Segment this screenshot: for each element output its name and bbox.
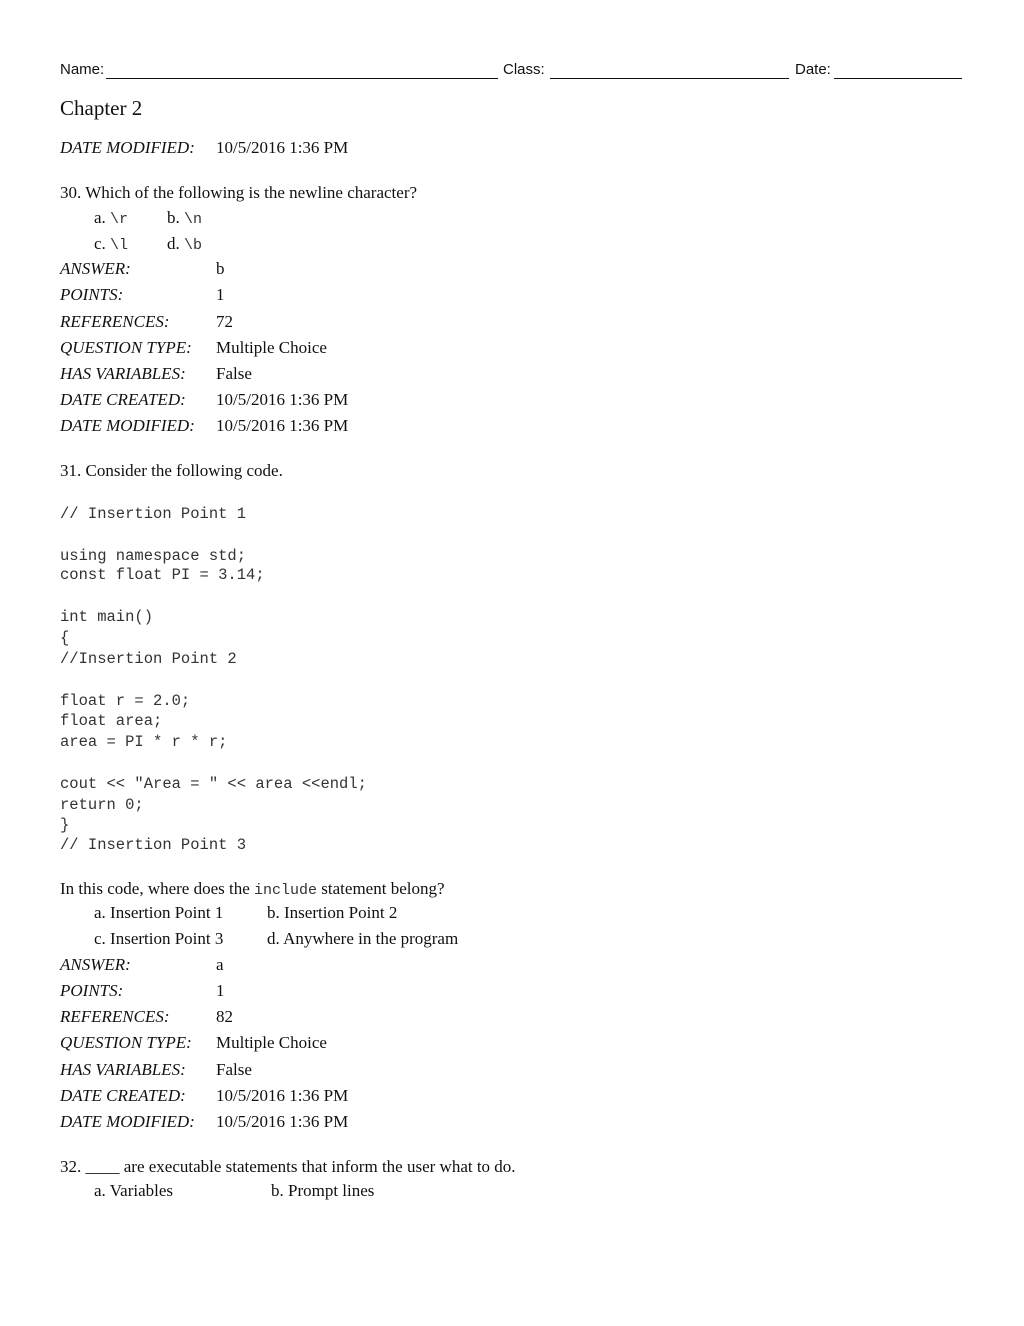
prompt-code: include bbox=[254, 882, 318, 899]
meta-value: Multiple Choice bbox=[216, 338, 327, 357]
meta-value: 10/5/2016 1:36 PM bbox=[216, 138, 349, 157]
option-code: \b bbox=[184, 237, 203, 254]
option-text: Variables bbox=[109, 1181, 174, 1200]
meta-label: POINTS: bbox=[60, 981, 124, 1000]
code-line: cout << "Area = " << area <<endl; bbox=[60, 775, 367, 793]
meta-value: 1 bbox=[216, 981, 225, 1000]
option-letter: b. bbox=[267, 903, 280, 922]
code-line: //Insertion Point 2 bbox=[60, 650, 237, 668]
option-letter: b. bbox=[167, 208, 180, 227]
code-line: return 0; bbox=[60, 796, 144, 814]
prompt-text: statement belong? bbox=[317, 879, 445, 898]
question-30-text: 30. Which of the following is the newline character? bbox=[60, 183, 418, 202]
name-label: Name: bbox=[60, 61, 105, 78]
name-field-line bbox=[106, 78, 498, 79]
option-code: \l bbox=[110, 237, 129, 254]
option-letter: d. bbox=[267, 929, 280, 948]
code-line: // Insertion Point 1 bbox=[60, 505, 247, 523]
meta-value: False bbox=[216, 364, 252, 383]
option-text: Insertion Point 2 bbox=[284, 903, 398, 922]
class-field-line bbox=[550, 78, 789, 79]
meta-value: 10/5/2016 1:36 PM bbox=[216, 1086, 349, 1105]
option-code: \r bbox=[110, 211, 129, 228]
code-line: } bbox=[60, 816, 70, 834]
option-text: Prompt lines bbox=[288, 1181, 375, 1200]
option-text: Insertion Point 3 bbox=[110, 929, 224, 948]
meta-value: False bbox=[216, 1060, 252, 1079]
q31-option-d bbox=[267, 929, 458, 949]
q31-option-b bbox=[267, 903, 397, 923]
meta-label: HAS VARIABLES: bbox=[60, 364, 186, 383]
chapter-title: Chapter 2 bbox=[60, 96, 143, 120]
date-field-line bbox=[834, 78, 962, 79]
q30-option-b bbox=[167, 208, 202, 228]
q32-option-a bbox=[94, 1181, 173, 1201]
meta-value: Multiple Choice bbox=[216, 1033, 327, 1052]
option-letter: c. bbox=[94, 234, 106, 253]
meta-value: 82 bbox=[216, 1007, 233, 1026]
option-letter: a. bbox=[94, 1181, 106, 1200]
code-line: const float PI = 3.14; bbox=[60, 566, 265, 584]
option-letter: d. bbox=[167, 234, 180, 253]
code-line: // Insertion Point 3 bbox=[60, 836, 247, 854]
meta-value: 10/5/2016 1:36 PM bbox=[216, 390, 349, 409]
prompt-text: In this code, where does the bbox=[60, 879, 255, 898]
code-line: float r = 2.0; bbox=[60, 692, 191, 710]
meta-label: ANSWER: bbox=[60, 955, 131, 974]
question-32-text: 32. ____ are executable statements that inform the user what to do. bbox=[60, 1157, 516, 1176]
code-line: area = PI * r * r; bbox=[60, 733, 228, 751]
meta-value: 10/5/2016 1:36 PM bbox=[216, 1112, 349, 1131]
meta-label: QUESTION TYPE: bbox=[60, 1033, 192, 1052]
meta-value: b bbox=[216, 259, 225, 278]
option-text: Anywhere in the program bbox=[283, 929, 459, 948]
option-text: Insertion Point 1 bbox=[110, 903, 224, 922]
meta-label: DATE CREATED: bbox=[60, 390, 186, 409]
option-letter: a. bbox=[94, 903, 106, 922]
date-label: Date: bbox=[795, 61, 831, 78]
meta-label: ANSWER: bbox=[60, 259, 131, 278]
class-label: Class: bbox=[503, 61, 545, 78]
meta-value: 1 bbox=[216, 285, 225, 304]
question-31-text: 31. Consider the following code. bbox=[60, 461, 283, 480]
meta-label: HAS VARIABLES: bbox=[60, 1060, 186, 1079]
meta-label: POINTS: bbox=[60, 285, 124, 304]
q31-option-a bbox=[94, 903, 223, 923]
question-31-prompt bbox=[60, 879, 445, 899]
meta-value: 10/5/2016 1:36 PM bbox=[216, 416, 349, 435]
code-line: using namespace std; bbox=[60, 547, 247, 565]
meta-label: REFERENCES: bbox=[60, 312, 170, 331]
meta-value: a bbox=[216, 955, 224, 974]
q32-option-b bbox=[271, 1181, 374, 1201]
option-letter: c. bbox=[94, 929, 106, 948]
q31-option-c bbox=[94, 929, 223, 949]
meta-value: 72 bbox=[216, 312, 233, 331]
option-letter: b. bbox=[271, 1181, 284, 1200]
meta-label: REFERENCES: bbox=[60, 1007, 170, 1026]
meta-label: DATE MODIFIED: bbox=[60, 138, 195, 157]
meta-label: QUESTION TYPE: bbox=[60, 338, 192, 357]
q30-option-c bbox=[94, 234, 128, 254]
meta-label: DATE MODIFIED: bbox=[60, 1112, 195, 1131]
meta-label: DATE MODIFIED: bbox=[60, 416, 195, 435]
meta-label: DATE CREATED: bbox=[60, 1086, 186, 1105]
q30-option-d bbox=[167, 234, 202, 254]
code-line: float area; bbox=[60, 712, 163, 730]
option-letter: a. bbox=[94, 208, 106, 227]
code-line: int main() bbox=[60, 608, 154, 626]
q30-option-a bbox=[94, 208, 128, 228]
code-line: { bbox=[60, 629, 70, 647]
option-code: \n bbox=[184, 211, 203, 228]
